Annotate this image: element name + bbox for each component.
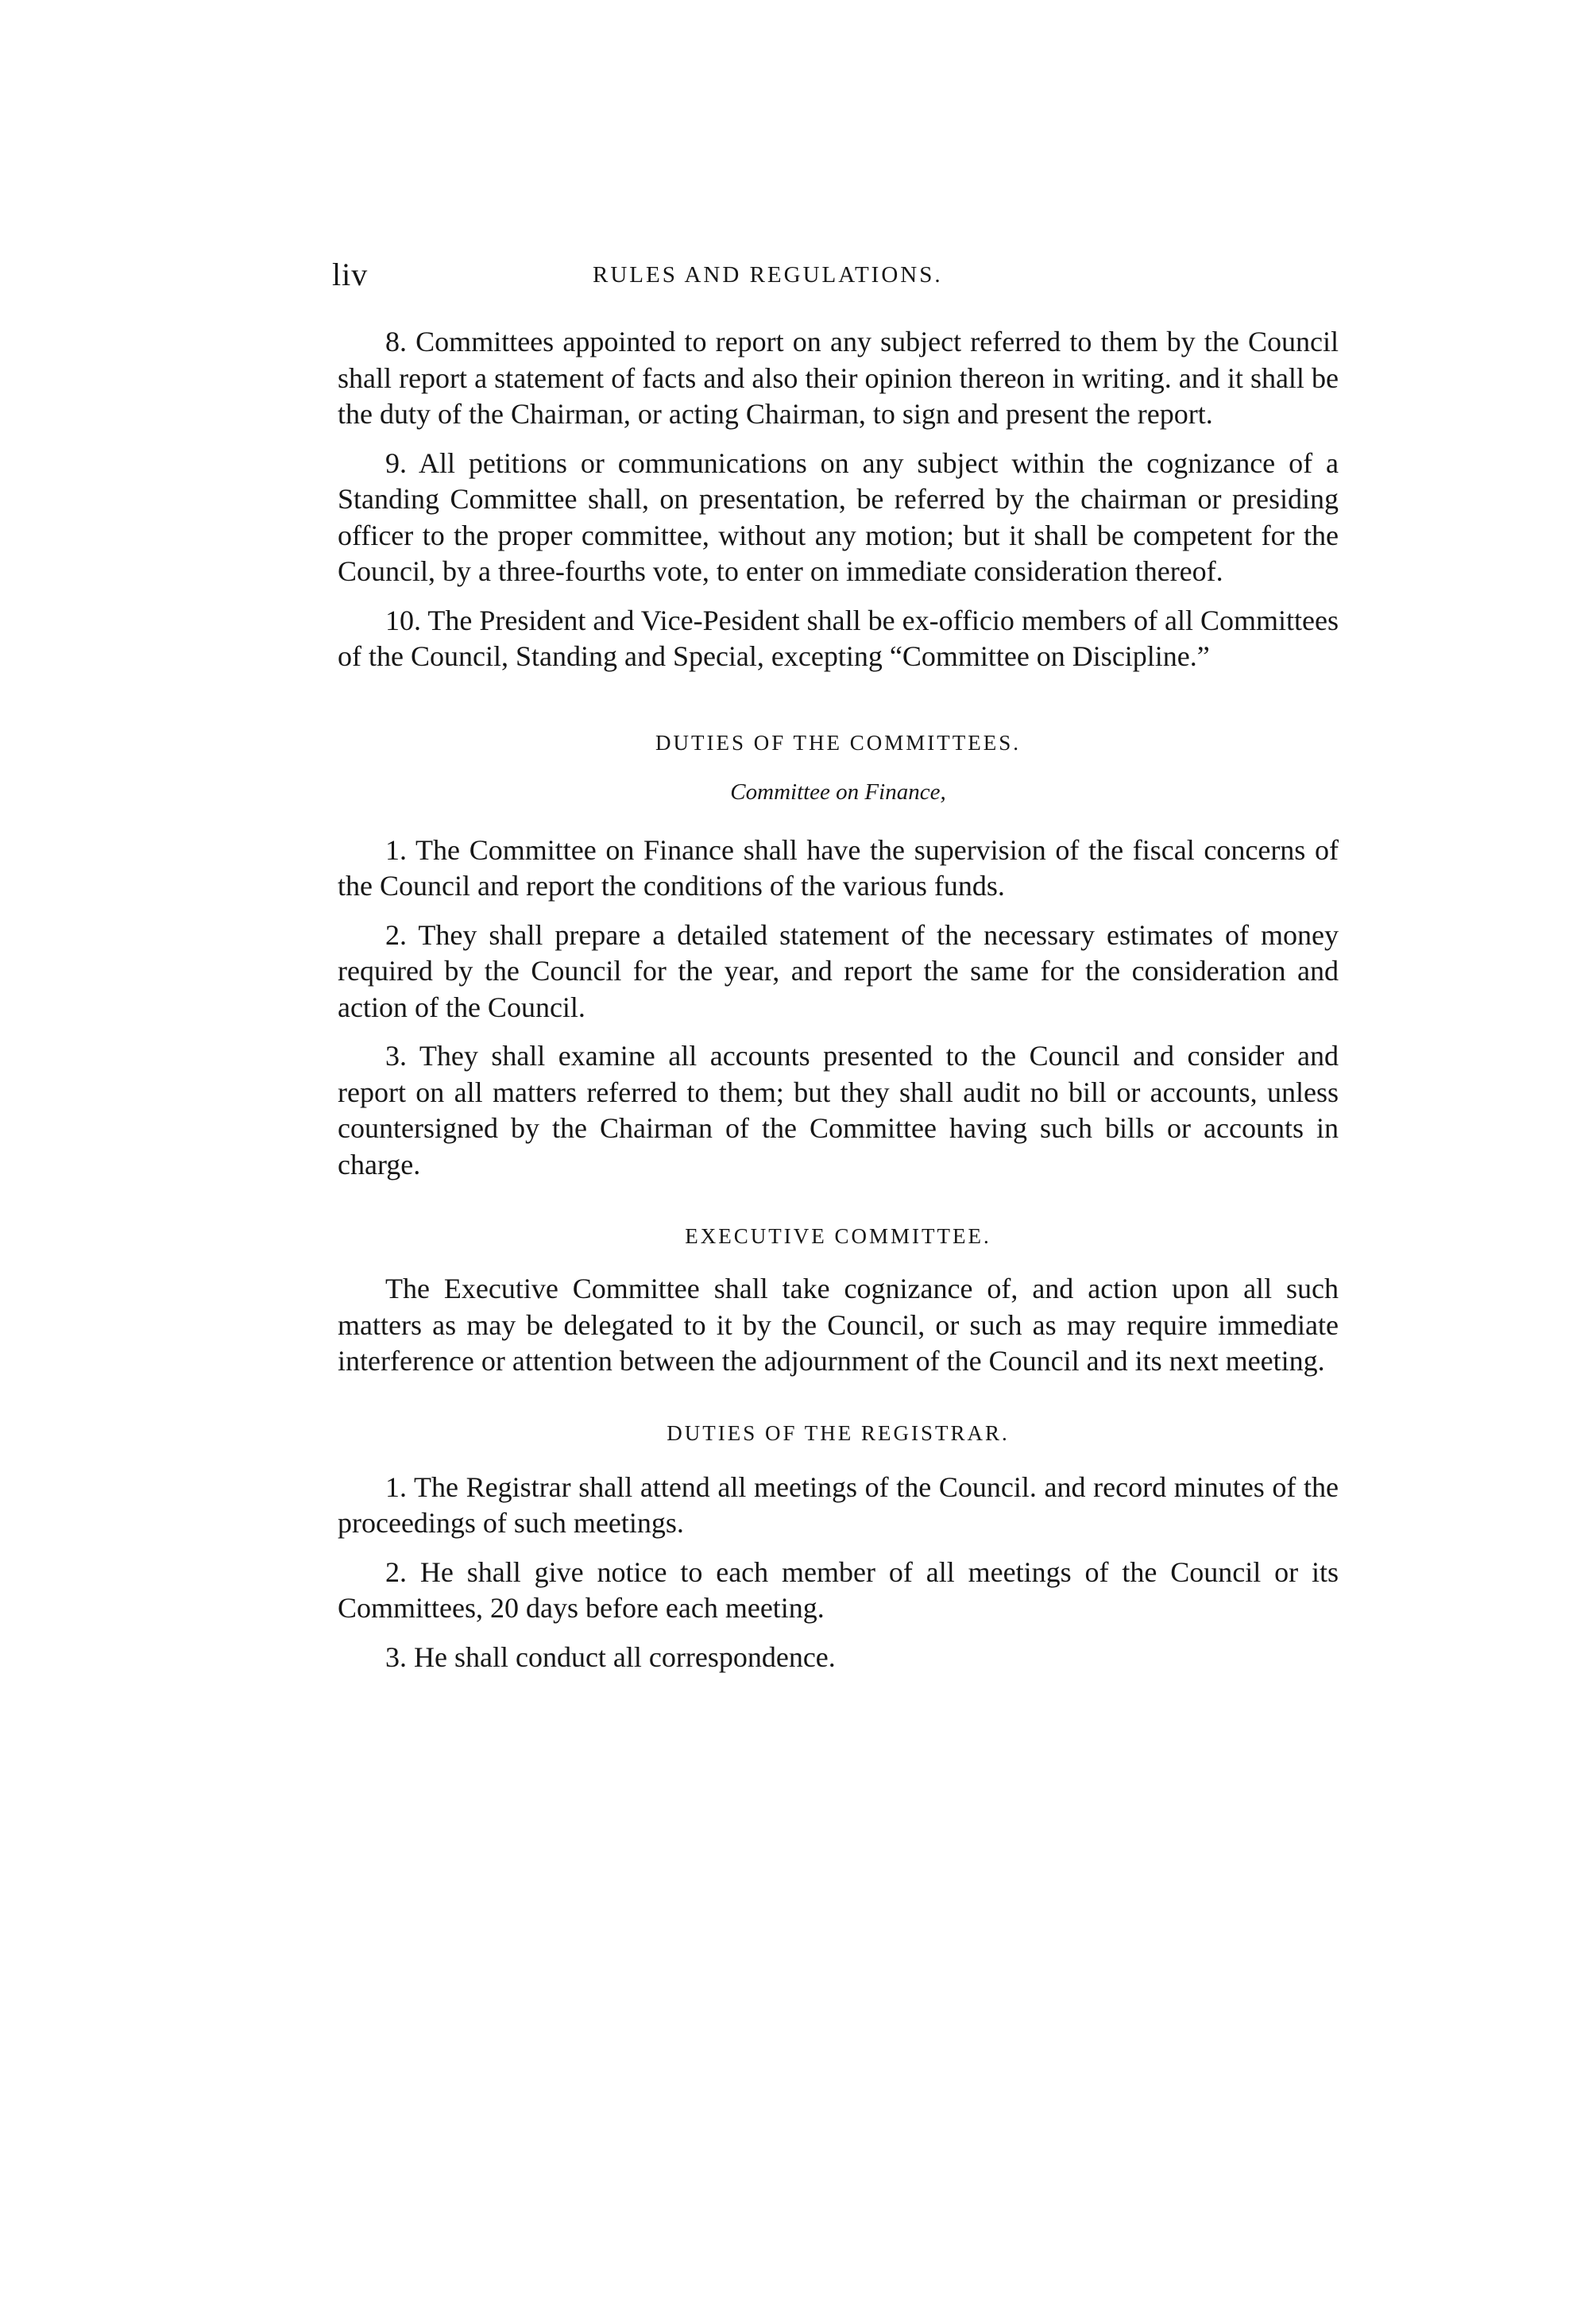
page-body [338,324,1339,1688]
finance-rule-2-paragraph: 2. They shall prepare a detailed statement of the necessary estimates of money required by the Council for the year, and report the same for the consideration and action of the Council. [338,918,1339,1023]
registrar-rule-2-paragraph: 2. He shall give notice to each member of all meetings of the Council or its Committees, 20 days before each meeting. [338,1555,1339,1624]
duties-of-registrar-heading: DUTIES OF THE REGISTRAR. [667,1420,1010,1445]
executive-committee-paragraph: The Executive Committee shall take cognizance of, and action upon all such matters as may be delegated to it by the Council, or such as may require immediate interference or attention between the adjournment of the Council and its next meeting. [338,1273,1339,1377]
running-title: RULES AND REGULATIONS. [593,262,943,288]
page-number: liv [332,257,369,292]
registrar-rule-1-paragraph: 1. The Registrar shall attend all meetings of the Council. and record minutes of the proceedings of such meetings. [338,1470,1339,1539]
rule-9-paragraph: 9. All petitions or communications on any subject within the cognizance of a Standing Committee shall, on presentation, be referred by the chairman or presiding officer to the proper committee, without any motion; but it shall be competent for the Council, by a three-fourths vote, to enter on immediate consideration thereof. [338,446,1339,587]
committee-on-finance-subheading: Committee on Finance, [730,779,946,805]
rule-8-paragraph: 8. Committees appointed to report on any subject referred to them by the Council shall report a statement of facts and also their opinion thereon in writing. and it shall be the duty of the Chairman, or acting Chairman, to sign and present the report. [338,326,1339,430]
page-header [332,256,1349,303]
duties-of-committees-heading: DUTIES OF THE COMMITTEES. [655,730,1021,755]
executive-committee-heading: EXECUTIVE COMMITTEE. [685,1224,991,1248]
rule-10-paragraph: 10. The President and Vice-Pesident shall be ex-officio members of all Committees of the Council, Standing and Special, excepting “Committee on Discipline.” [338,604,1339,672]
registrar-rule-3-paragraph: 3. He shall conduct all correspondence. [385,1640,836,1673]
finance-rule-3-paragraph: 3. They shall examine all accounts presented to the Council and consider and report on all matters referred to them; but they shall audit no bill or accounts, unless countersigned by the Chairman of the Committee having such bills or accounts in charge. [338,1040,1339,1180]
finance-rule-1-paragraph: 1. The Committee on Finance shall have the supervision of the fiscal concerns of the Council and report the conditions of the various funds. [338,833,1339,902]
